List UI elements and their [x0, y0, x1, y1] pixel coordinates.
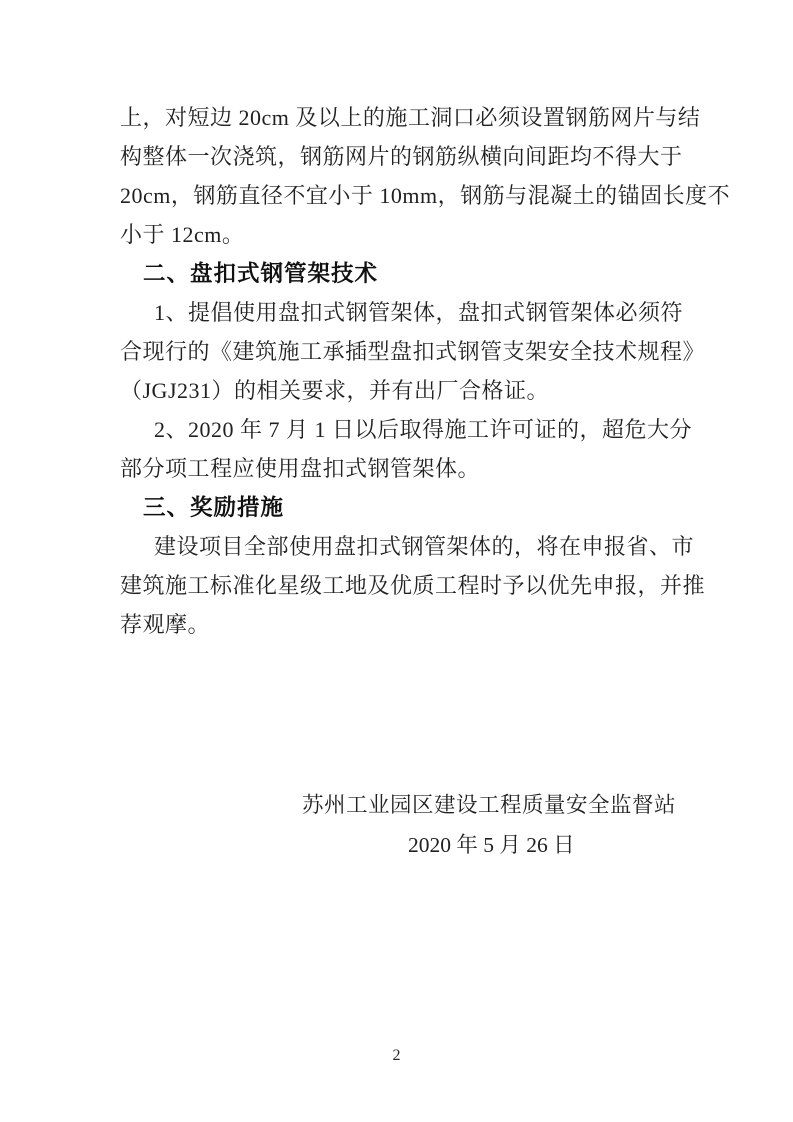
document-body [120, 98, 731, 644]
text-line: 合现行的《建筑施工承插型盘扣式钢管支架安全技术规程》 [120, 339, 706, 364]
text-line: 荐观摩。 [120, 612, 211, 637]
page-number: 2 [392, 1047, 401, 1064]
text-line: 20cm，钢筋直径不宜小于 10mm，钢筋与混凝土的锚固长度不 [120, 183, 731, 208]
text-line: 1、提倡使用盘扣式钢管架体，盘扣式钢管架体必须符 [154, 300, 684, 325]
text-line: 上，对短边 20cm 及以上的施工洞口必须设置钢筋网片与结 [120, 105, 701, 130]
section-3-heading: 三、奖励措施 [143, 495, 285, 520]
text-line: （JGJ231）的相关要求，并有出厂合格证。 [120, 378, 550, 403]
text-line: 小于 12cm。 [120, 222, 245, 247]
text-line: 建筑施工标准化星级工地及优质工程时予以优先申报，并推 [120, 573, 706, 598]
text-line: 构整体一次浇筑，钢筋网片的钢筋纵横向间距均不得大于 [120, 144, 683, 169]
text-line: 2、2020 年 7 月 1 日以后取得施工许可证的，超危大分 [154, 417, 693, 442]
signature-date: 2020 年 5 月 26 日 [408, 833, 575, 857]
signature-organization: 苏州工业园区建设工程质量安全监督站 [301, 793, 676, 817]
text-line: 部分项工程应使用盘扣式钢管架体。 [120, 456, 481, 481]
text-line: 建设项目全部使用盘扣式钢管架体的，将在申报省、市 [154, 534, 695, 559]
section-2-heading: 二、盘扣式钢管架技术 [143, 261, 379, 286]
